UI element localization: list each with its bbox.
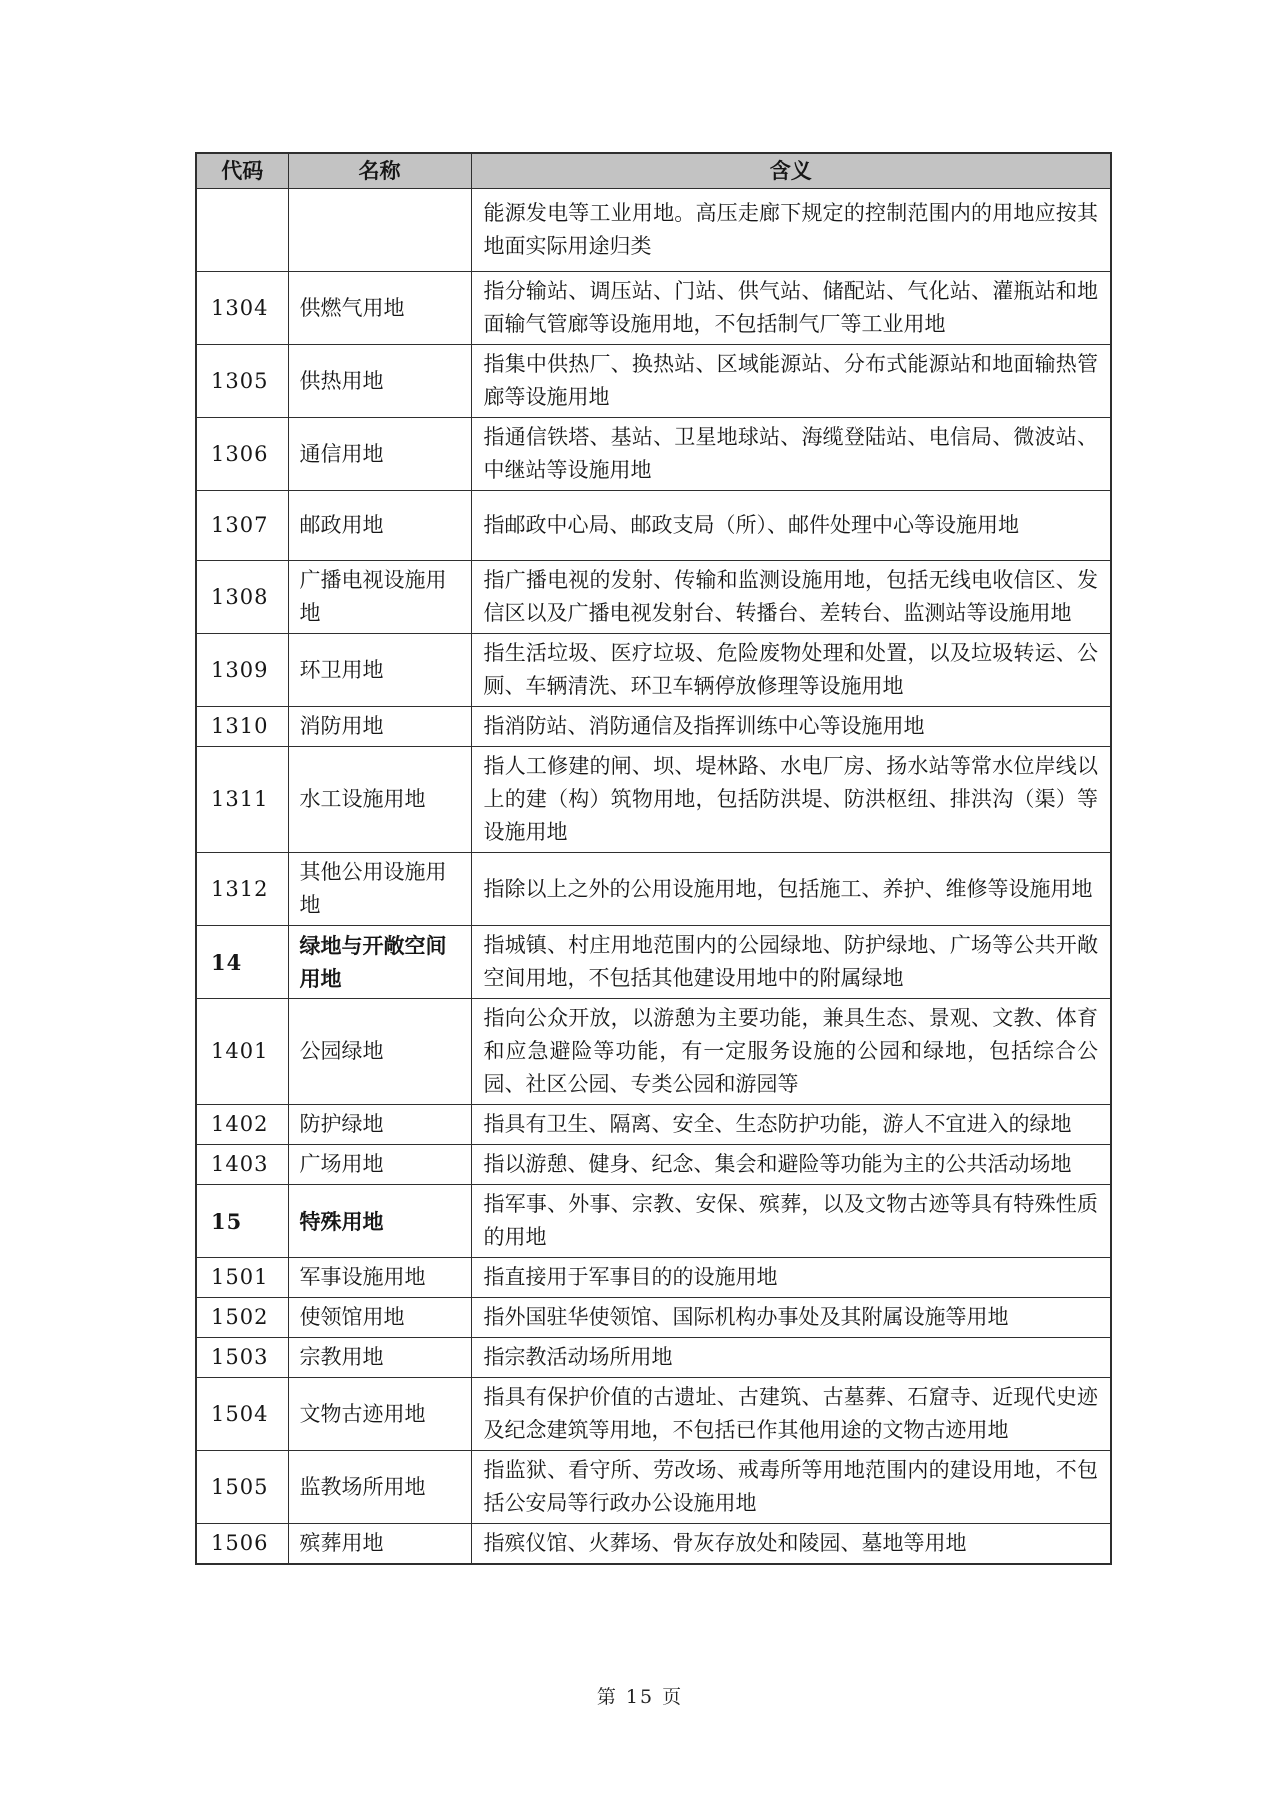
cell-code: 1501 xyxy=(196,1258,288,1298)
header-row xyxy=(196,153,1111,189)
cell-meaning: 指邮政中心局、邮政支局（所）、邮件处理中心等设施用地 xyxy=(471,491,1111,561)
table-row xyxy=(196,189,1111,272)
cell-name: 殡葬用地 xyxy=(288,1524,471,1565)
cell-meaning: 指生活垃圾、医疗垃圾、危险废物处理和处置，以及垃圾转运、公厕、车辆清洗、环卫车辆停放修理等设施用地 xyxy=(471,634,1111,707)
table-row xyxy=(196,1338,1111,1378)
cell-name: 军事设施用地 xyxy=(288,1258,471,1298)
table-row xyxy=(196,747,1111,853)
cell-code: 1504 xyxy=(196,1378,288,1451)
cell-code: 1502 xyxy=(196,1298,288,1338)
cell-meaning: 指殡仪馆、火葬场、骨灰存放处和陵园、墓地等用地 xyxy=(471,1524,1111,1565)
cell-code: 1308 xyxy=(196,561,288,634)
cell-name: 供燃气用地 xyxy=(288,272,471,345)
col-header-meaning: 含义 xyxy=(471,153,1111,189)
cell-name: 特殊用地 xyxy=(288,1185,471,1258)
table-row xyxy=(196,491,1111,561)
cell-meaning: 能源发电等工业用地。高压走廊下规定的控制范围内的用地应按其地面实际用途归类 xyxy=(471,189,1111,272)
cell-code: 1311 xyxy=(196,747,288,853)
table-row xyxy=(196,634,1111,707)
cell-name: 使领馆用地 xyxy=(288,1298,471,1338)
table-row xyxy=(196,1451,1111,1524)
table-row xyxy=(196,561,1111,634)
cell-meaning: 指军事、外事、宗教、安保、殡葬，以及文物古迹等具有特殊性质的用地 xyxy=(471,1185,1111,1258)
table-row xyxy=(196,853,1111,926)
cell-name: 水工设施用地 xyxy=(288,747,471,853)
table-row xyxy=(196,1524,1111,1565)
table-row xyxy=(196,418,1111,491)
land-use-classification-table xyxy=(195,152,1112,1565)
cell-name: 防护绿地 xyxy=(288,1105,471,1145)
cell-name: 监教场所用地 xyxy=(288,1451,471,1524)
cell-meaning: 指向公众开放，以游憩为主要功能，兼具生态、景观、文教、体育和应急避险等功能，有一定服务设施的公园和绿地，包括综合公园、社区公园、专类公园和游园等 xyxy=(471,999,1111,1105)
cell-meaning: 指集中供热厂、换热站、区域能源站、分布式能源站和地面输热管廊等设施用地 xyxy=(471,345,1111,418)
cell-name: 消防用地 xyxy=(288,707,471,747)
table-row xyxy=(196,926,1111,999)
col-header-code: 代码 xyxy=(196,153,288,189)
table-row xyxy=(196,707,1111,747)
cell-name xyxy=(288,189,471,272)
cell-code xyxy=(196,189,288,272)
cell-code: 1304 xyxy=(196,272,288,345)
cell-code: 1305 xyxy=(196,345,288,418)
col-header-name: 名称 xyxy=(288,153,471,189)
cell-code: 1505 xyxy=(196,1451,288,1524)
table-row xyxy=(196,1185,1111,1258)
cell-code: 1402 xyxy=(196,1105,288,1145)
cell-code: 1307 xyxy=(196,491,288,561)
cell-name: 宗教用地 xyxy=(288,1338,471,1378)
table-row xyxy=(196,1105,1111,1145)
table-header xyxy=(196,153,1111,189)
cell-meaning: 指直接用于军事目的的设施用地 xyxy=(471,1258,1111,1298)
cell-name: 供热用地 xyxy=(288,345,471,418)
cell-code: 1312 xyxy=(196,853,288,926)
table-row xyxy=(196,1298,1111,1338)
cell-meaning: 指以游憩、健身、纪念、集会和避险等功能为主的公共活动场地 xyxy=(471,1145,1111,1185)
cell-name: 公园绿地 xyxy=(288,999,471,1105)
cell-meaning: 指除以上之外的公用设施用地，包括施工、养护、维修等设施用地 xyxy=(471,853,1111,926)
cell-name: 环卫用地 xyxy=(288,634,471,707)
cell-meaning: 指分输站、调压站、门站、供气站、储配站、气化站、灌瓶站和地面输气管廊等设施用地，不包括制气厂等工业用地 xyxy=(471,272,1111,345)
cell-name: 广播电视设施用地 xyxy=(288,561,471,634)
cell-code: 1506 xyxy=(196,1524,288,1565)
cell-name: 其他公用设施用地 xyxy=(288,853,471,926)
table-row xyxy=(196,1258,1111,1298)
table-body xyxy=(196,189,1111,1565)
table-row xyxy=(196,345,1111,418)
cell-name: 广场用地 xyxy=(288,1145,471,1185)
cell-code: 15 xyxy=(196,1185,288,1258)
cell-meaning: 指城镇、村庄用地范围内的公园绿地、防护绿地、广场等公共开敞空间用地，不包括其他建设用地中的附属绿地 xyxy=(471,926,1111,999)
cell-meaning: 指具有保护价值的古遗址、古建筑、古墓葬、石窟寺、近现代史迹及纪念建筑等用地，不包括已作其他用途的文物古迹用地 xyxy=(471,1378,1111,1451)
cell-code: 14 xyxy=(196,926,288,999)
table-row xyxy=(196,999,1111,1105)
cell-meaning: 指外国驻华使领馆、国际机构办事处及其附属设施等用地 xyxy=(471,1298,1111,1338)
cell-name: 绿地与开敞空间用地 xyxy=(288,926,471,999)
cell-meaning: 指广播电视的发射、传输和监测设施用地，包括无线电收信区、发信区以及广播电视发射台、转播台、差转台、监测站等设施用地 xyxy=(471,561,1111,634)
cell-code: 1503 xyxy=(196,1338,288,1378)
cell-meaning: 指消防站、消防通信及指挥训练中心等设施用地 xyxy=(471,707,1111,747)
cell-meaning: 指通信铁塔、基站、卫星地球站、海缆登陆站、电信局、微波站、中继站等设施用地 xyxy=(471,418,1111,491)
page-number: 第 15 页 xyxy=(596,1686,684,1708)
table-row xyxy=(196,1145,1111,1185)
cell-meaning: 指人工修建的闸、坝、堤林路、水电厂房、扬水站等常水位岸线以上的建（构）筑物用地，包括防洪堤、防洪枢纽、排洪沟（渠）等设施用地 xyxy=(471,747,1111,853)
cell-meaning: 指具有卫生、隔离、安全、生态防护功能，游人不宜进入的绿地 xyxy=(471,1105,1111,1145)
cell-name: 文物古迹用地 xyxy=(288,1378,471,1451)
cell-meaning: 指宗教活动场所用地 xyxy=(471,1338,1111,1378)
cell-name: 通信用地 xyxy=(288,418,471,491)
cell-meaning: 指监狱、看守所、劳改场、戒毒所等用地范围内的建设用地，不包括公安局等行政办公设施用地 xyxy=(471,1451,1111,1524)
cell-name: 邮政用地 xyxy=(288,491,471,561)
cell-code: 1403 xyxy=(196,1145,288,1185)
cell-code: 1306 xyxy=(196,418,288,491)
table-row xyxy=(196,272,1111,345)
cell-code: 1310 xyxy=(196,707,288,747)
table-row xyxy=(196,1378,1111,1451)
cell-code: 1401 xyxy=(196,999,288,1105)
cell-code: 1309 xyxy=(196,634,288,707)
